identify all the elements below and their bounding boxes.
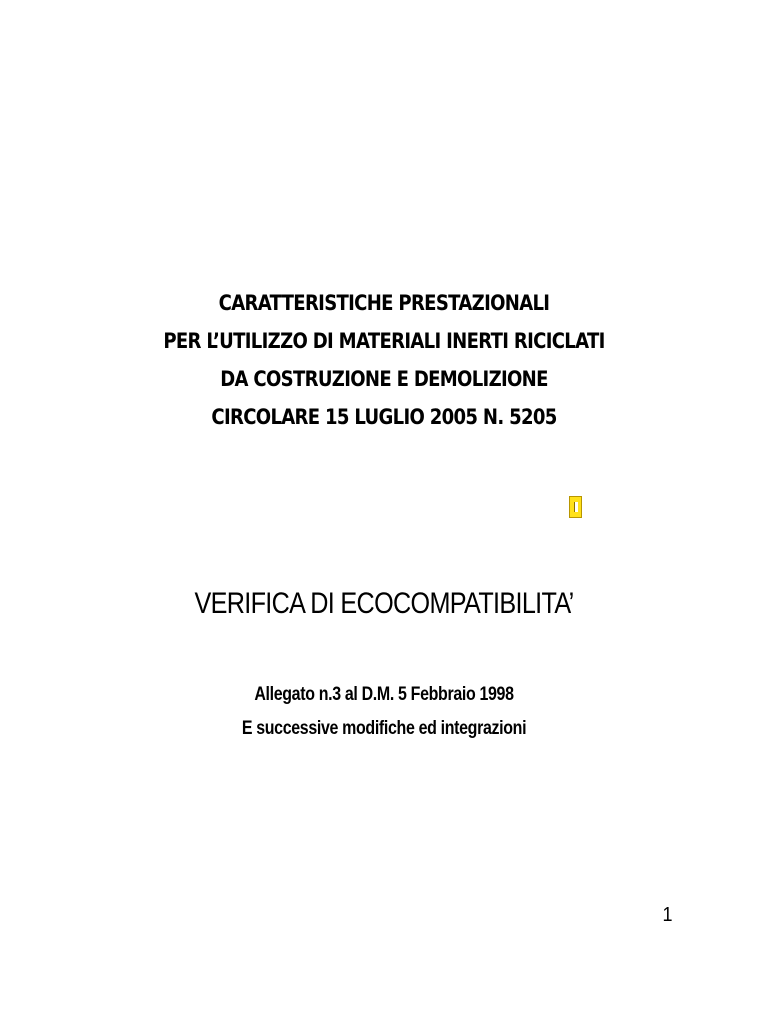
verifica-title: VERIFICA DI ECOCOMPATIBILITA’ [194,587,574,620]
subtitle-line-2: E successive modifiche ed integrazioni [241,718,527,739]
subtitle-line-1: Allegato n.3 al D.M. 5 Febbraio 1998 [254,684,514,705]
page-number: 1 [662,904,673,926]
heading-line-1: CARATTERISTICHE PRESTAZIONALI [218,291,550,315]
subtitle-block [0,678,768,746]
heading-line-2: PER L’UTILIZZO DI MATERIALI INERTI RICICLATI [163,329,605,353]
document-heading [0,284,768,436]
heading-line-3: DA COSTRUZIONE E DEMOLIZIONE [220,367,548,391]
heading-line-4: CIRCOLARE 15 LUGLIO 2005 N. 5205 [211,405,557,429]
comment-note-icon[interactable] [569,496,582,518]
